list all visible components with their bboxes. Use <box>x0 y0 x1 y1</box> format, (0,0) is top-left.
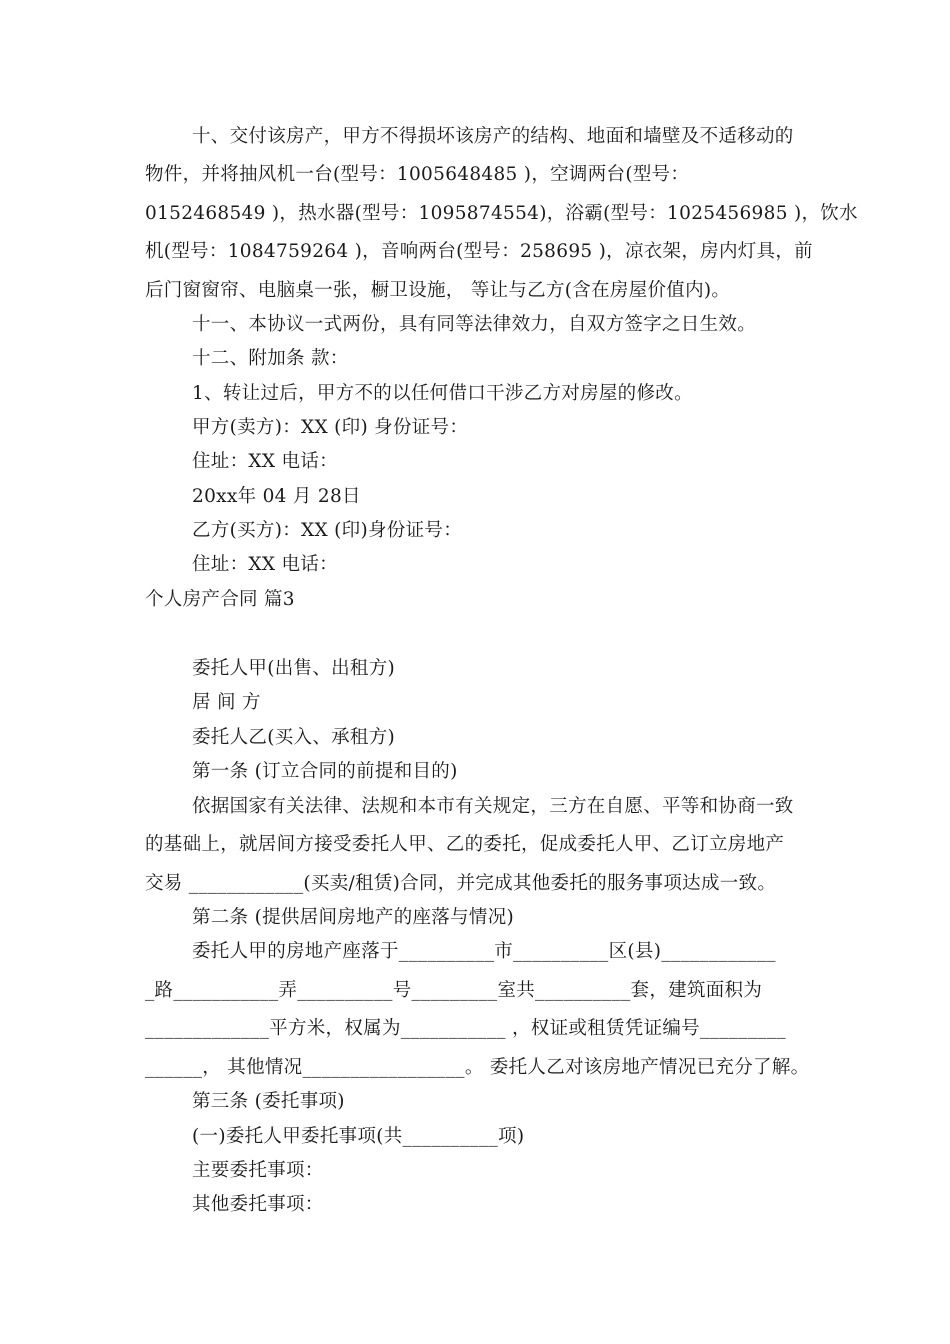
party-b-address: 住址：XX 电话： <box>192 554 338 575</box>
section-title: 个人房产合同 篇3 <box>145 589 295 610</box>
party-a-address: 住址：XX 电话： <box>192 451 338 472</box>
clause-10-line-5: 后门窗窗帘、电脑桌一张，橱卫设施， 等让与乙方(含在房屋价值内)。 <box>145 280 731 301</box>
clause-11: 十一、本协议一式两份，具有同等法律效力，自双方签字之日生效。 <box>192 314 757 335</box>
clause-12-item-1: 1、转让过后，甲方不的以任何借口干涉乙方对房屋的修改。 <box>192 383 693 404</box>
article-2-line-1: 委托人甲的房地产座落于__________市__________区(县)____________ <box>192 941 776 962</box>
clause-10-line-2: 物件，并将抽风机一台(型号：1005648485 )，空调两台(型号： <box>145 164 690 185</box>
article-3-item-1: (一)委托人甲委托事项(共__________项) <box>192 1126 525 1147</box>
clause-10-line-1: 十、交付该房产，甲方不得损坏该房产的结构、地面和墙壁及不适移动的 <box>192 126 794 147</box>
article-3-heading: 第三条 (委托事项) <box>192 1091 345 1112</box>
main-matters-label: 主要委托事项： <box>192 1160 324 1181</box>
article-2-line-3: _____________平方米，权属为___________ ，权证或租赁凭证编号_________ <box>145 1018 786 1039</box>
article-1-line-1: 依据国家有关法律、法规和本市有关规定，三方在自愿、平等和协商一致 <box>192 796 794 817</box>
client-a-label: 委托人甲(出售、出租方) <box>192 658 396 679</box>
article-1-line-3: 交易 ____________(买卖/租赁)合同，并完成其他委托的服务事项达成一致。 <box>145 873 777 894</box>
client-b-label: 委托人乙(买入、承租方) <box>192 727 396 748</box>
clause-10-line-3: 0152468549 )，热水器(型号：1095874554)，浴霸(型号：1025456985 )，饮水 <box>145 203 858 224</box>
article-1-heading: 第一条 (订立合同的前提和目的) <box>192 761 458 782</box>
article-1-line-2: 的基础上，就居间方接受委托人甲、乙的委托，促成委托人甲、乙订立房地产 <box>145 834 785 855</box>
party-b-signature: 乙方(买方)：XX (印)身份证号： <box>192 520 462 541</box>
clause-10-line-4: 机(型号：1084759264 )，音响两台(型号：258695 )，凉衣架，房内灯具，前 <box>145 241 813 262</box>
clause-12-heading: 十二、附加条 款： <box>192 348 349 369</box>
article-2-line-2: _路___________弄__________号_________室共__________套，建筑面积为 <box>145 980 763 1001</box>
other-matters-label: 其他委托事项： <box>192 1194 324 1215</box>
article-2-heading: 第二条 (提供居间房地产的座落与情况) <box>192 907 515 928</box>
intermediary-label: 居 间 方 <box>192 692 261 713</box>
article-2-line-4: ______， 其他情况_________________。 委托人乙对该房地产情况已充分了解。 <box>145 1057 810 1078</box>
party-a-signature: 甲方(卖方)：XX (印) 身份证号： <box>192 417 469 438</box>
signing-date: 20xx年 04 月 28日 <box>192 486 361 507</box>
